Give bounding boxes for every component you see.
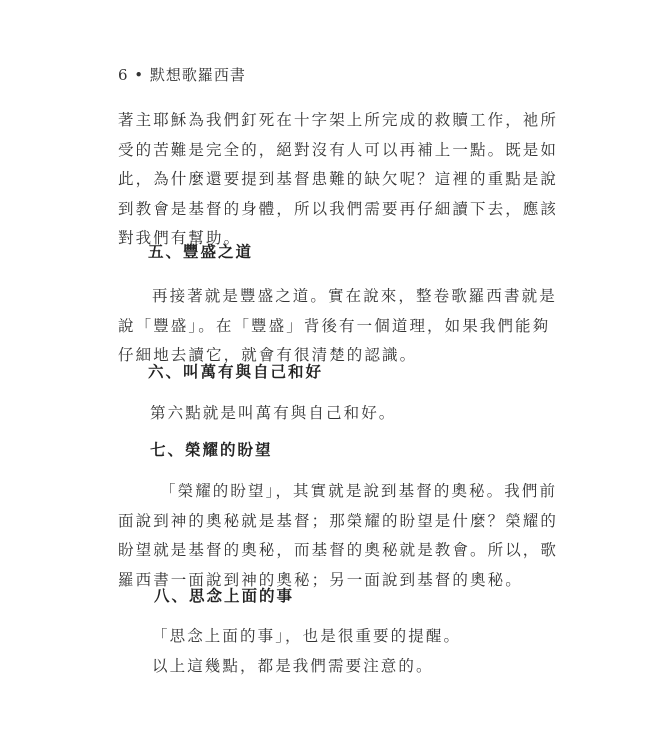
- paragraph-line: 羅西書一面說到神的奧秘；另一面說到基督的奧秘。: [118, 570, 523, 589]
- section-heading-6: 六、叫萬有與自己和好: [148, 363, 324, 381]
- paragraph-line: 「榮耀的盼望」，其實就是說到基督的奧秘。我們前: [160, 482, 558, 500]
- section-heading-5: 五、豐盛之道: [148, 243, 254, 261]
- paragraph-line: 說「豐盛」。在「豐盛」背後有一個道理，如果我們能夠: [118, 316, 551, 335]
- paragraph-line: 「思念上面的事」，也是很重要的提醒。: [152, 627, 462, 645]
- paragraph-line: 盼望就是基督的奧秘，而基督的奧秘就是教會。所以，歌: [118, 541, 559, 559]
- paragraph-line: 以上這幾點，都是我們需要注意的。: [152, 656, 434, 675]
- paragraph-line: 對我們有幫助。: [118, 229, 242, 247]
- paragraph-line: 仔細地去讀它，就會有很清楚的認識。: [118, 346, 418, 364]
- paragraph-line: 受的苦難是完全的，絕對沒有人可以再補上一點。既是如: [118, 140, 559, 159]
- section-heading-8: 八、思念上面的事: [154, 587, 295, 605]
- section-heading-7: 七、榮耀的盼望: [150, 441, 273, 459]
- running-header: 6 • 默想歌羅西書: [118, 66, 246, 84]
- paragraph-continuation: [118, 106, 559, 254]
- paragraph-section-8: [152, 622, 552, 681]
- paragraph-section-5: [118, 282, 557, 371]
- paragraph-line: 到教會是基督的身體，所以我們需要再仔細讀下去，應該: [118, 199, 559, 218]
- paragraph-section-7: [118, 477, 559, 595]
- paragraph-line: 面說到神的奧秘就是基督；那榮耀的盼望是什麼？榮耀的: [118, 511, 559, 530]
- paragraph-line: 此，為什麼還要提到基督患難的缺欠呢？這裡的重點是說: [118, 170, 559, 188]
- paragraph-section-6: [150, 399, 550, 429]
- paragraph-line: 著主耶穌為我們釘死在十字架上所完成的救贖工作，祂所: [118, 111, 559, 129]
- paragraph-line: 再接著就是豐盛之道。實在說來，整卷歌羅西書就是: [152, 287, 557, 305]
- paragraph-line: 第六點就是叫萬有與自己和好。: [150, 404, 397, 422]
